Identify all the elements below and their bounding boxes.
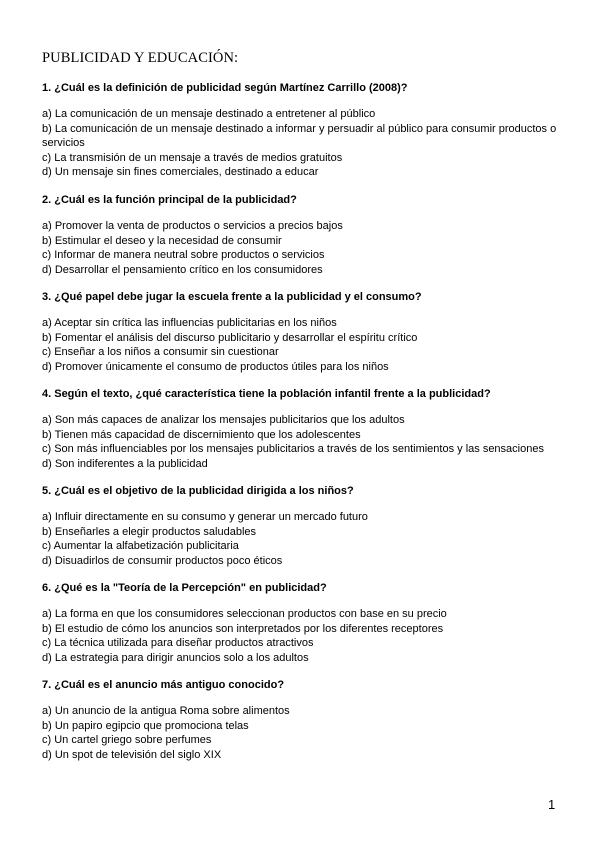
answer-option: c) La técnica utilizada para diseñar productos atractivos xyxy=(42,637,314,650)
answer-option: d) La estrategia para dirigir anuncios solo a los adultos xyxy=(42,651,309,664)
question-2 xyxy=(42,193,562,277)
answer-option: b) Tienen más capacidad de discernimiento que los adolescentes xyxy=(42,428,361,441)
question-title: 6. ¿Qué es la "Teoría de la Percepción" en publicidad? xyxy=(42,582,327,594)
question-title: 5. ¿Cuál es el objetivo de la publicidad dirigida a los niños? xyxy=(42,485,354,497)
answer-option: d) Un spot de televisión del siglo XIX xyxy=(42,748,222,761)
answer-option: c) Un cartel griego sobre perfumes xyxy=(42,734,212,747)
answer-option: b) Un papiro egipcio que promociona telas xyxy=(42,719,249,732)
answer-option: d) Disuadirlos de consumir productos poco éticos xyxy=(42,554,283,567)
answer-option: d) Promover únicamente el consumo de productos útiles para los niños xyxy=(42,360,389,373)
answer-option: a) Son más capaces de analizar los mensajes publicitarios que los adultos xyxy=(42,414,405,426)
answer-option: d) Son indiferentes a la publicidad xyxy=(42,457,208,470)
answer-option: c) Aumentar la alfabetización publicitaria xyxy=(42,540,239,553)
answer-option: b) Fomentar el análisis del discurso publicitario y desarrollar el espíritu crítico xyxy=(42,331,418,344)
question-title: 7. ¿Cuál es el anuncio más antiguo conocido? xyxy=(42,679,285,691)
question-title: 3. ¿Qué papel debe jugar la escuela frente a la publicidad y el consumo? xyxy=(42,291,422,303)
answer-option: a) Un anuncio de la antigua Roma sobre alimentos xyxy=(42,705,290,717)
answer-option: a) Aceptar sin crítica las influencias publicitarias en los niños xyxy=(42,317,337,329)
answer-option: a) Influir directamente en su consumo y generar un mercado futuro xyxy=(42,511,368,523)
question-3 xyxy=(42,290,562,374)
question-7 xyxy=(42,678,562,762)
answer-option: b) Enseñarles a elegir productos saludables xyxy=(42,525,257,538)
question-1 xyxy=(42,81,562,180)
question-title: 2. ¿Cuál es la función principal de la publicidad? xyxy=(42,194,297,206)
page-number: 1 xyxy=(548,797,556,812)
document-title: PUBLICIDAD Y EDUCACIÓN: xyxy=(42,50,239,66)
answer-option: d) Un mensaje sin fines comerciales, destinado a educar xyxy=(42,166,319,179)
answer-option: a) La forma en que los consumidores seleccionan productos con base en su precio xyxy=(42,608,447,620)
question-6 xyxy=(42,581,562,665)
answer-option: c) Informar de manera neutral sobre productos o servicios xyxy=(42,249,325,262)
answer-option: d) Desarrollar el pensamiento crítico en los consumidores xyxy=(42,263,323,276)
answer-option: c) Son más influenciables por los mensajes publicitarios a través de los sentimientos y las sensaciones xyxy=(42,443,544,456)
answer-option: b) Estimular el deseo y la necesidad de consumir xyxy=(42,234,282,247)
answer-option: b) El estudio de cómo los anuncios son interpretados por los diferentes receptores xyxy=(42,622,444,635)
question-title: 1. ¿Cuál es la definición de publicidad según Martínez Carrillo (2008)? xyxy=(42,82,408,94)
answer-option: b) La comunicación de un mensaje destinado a informar y persuadir al público para consumir productos o servicios xyxy=(42,122,557,150)
answer-option: a) Promover la venta de productos o servicios a precios bajos xyxy=(42,220,343,232)
question-4 xyxy=(42,387,562,471)
question-5 xyxy=(42,484,562,568)
answer-option: c) Enseñar a los niños a consumir sin cuestionar xyxy=(42,346,279,359)
answer-option: c) La transmisión de un mensaje a través de medios gratuitos xyxy=(42,151,343,164)
question-title: 4. Según el texto, ¿qué característica tiene la población infantil frente a la publicidad? xyxy=(42,388,491,400)
answer-option: a) La comunicación de un mensaje destinado a entretener al público xyxy=(42,108,376,120)
